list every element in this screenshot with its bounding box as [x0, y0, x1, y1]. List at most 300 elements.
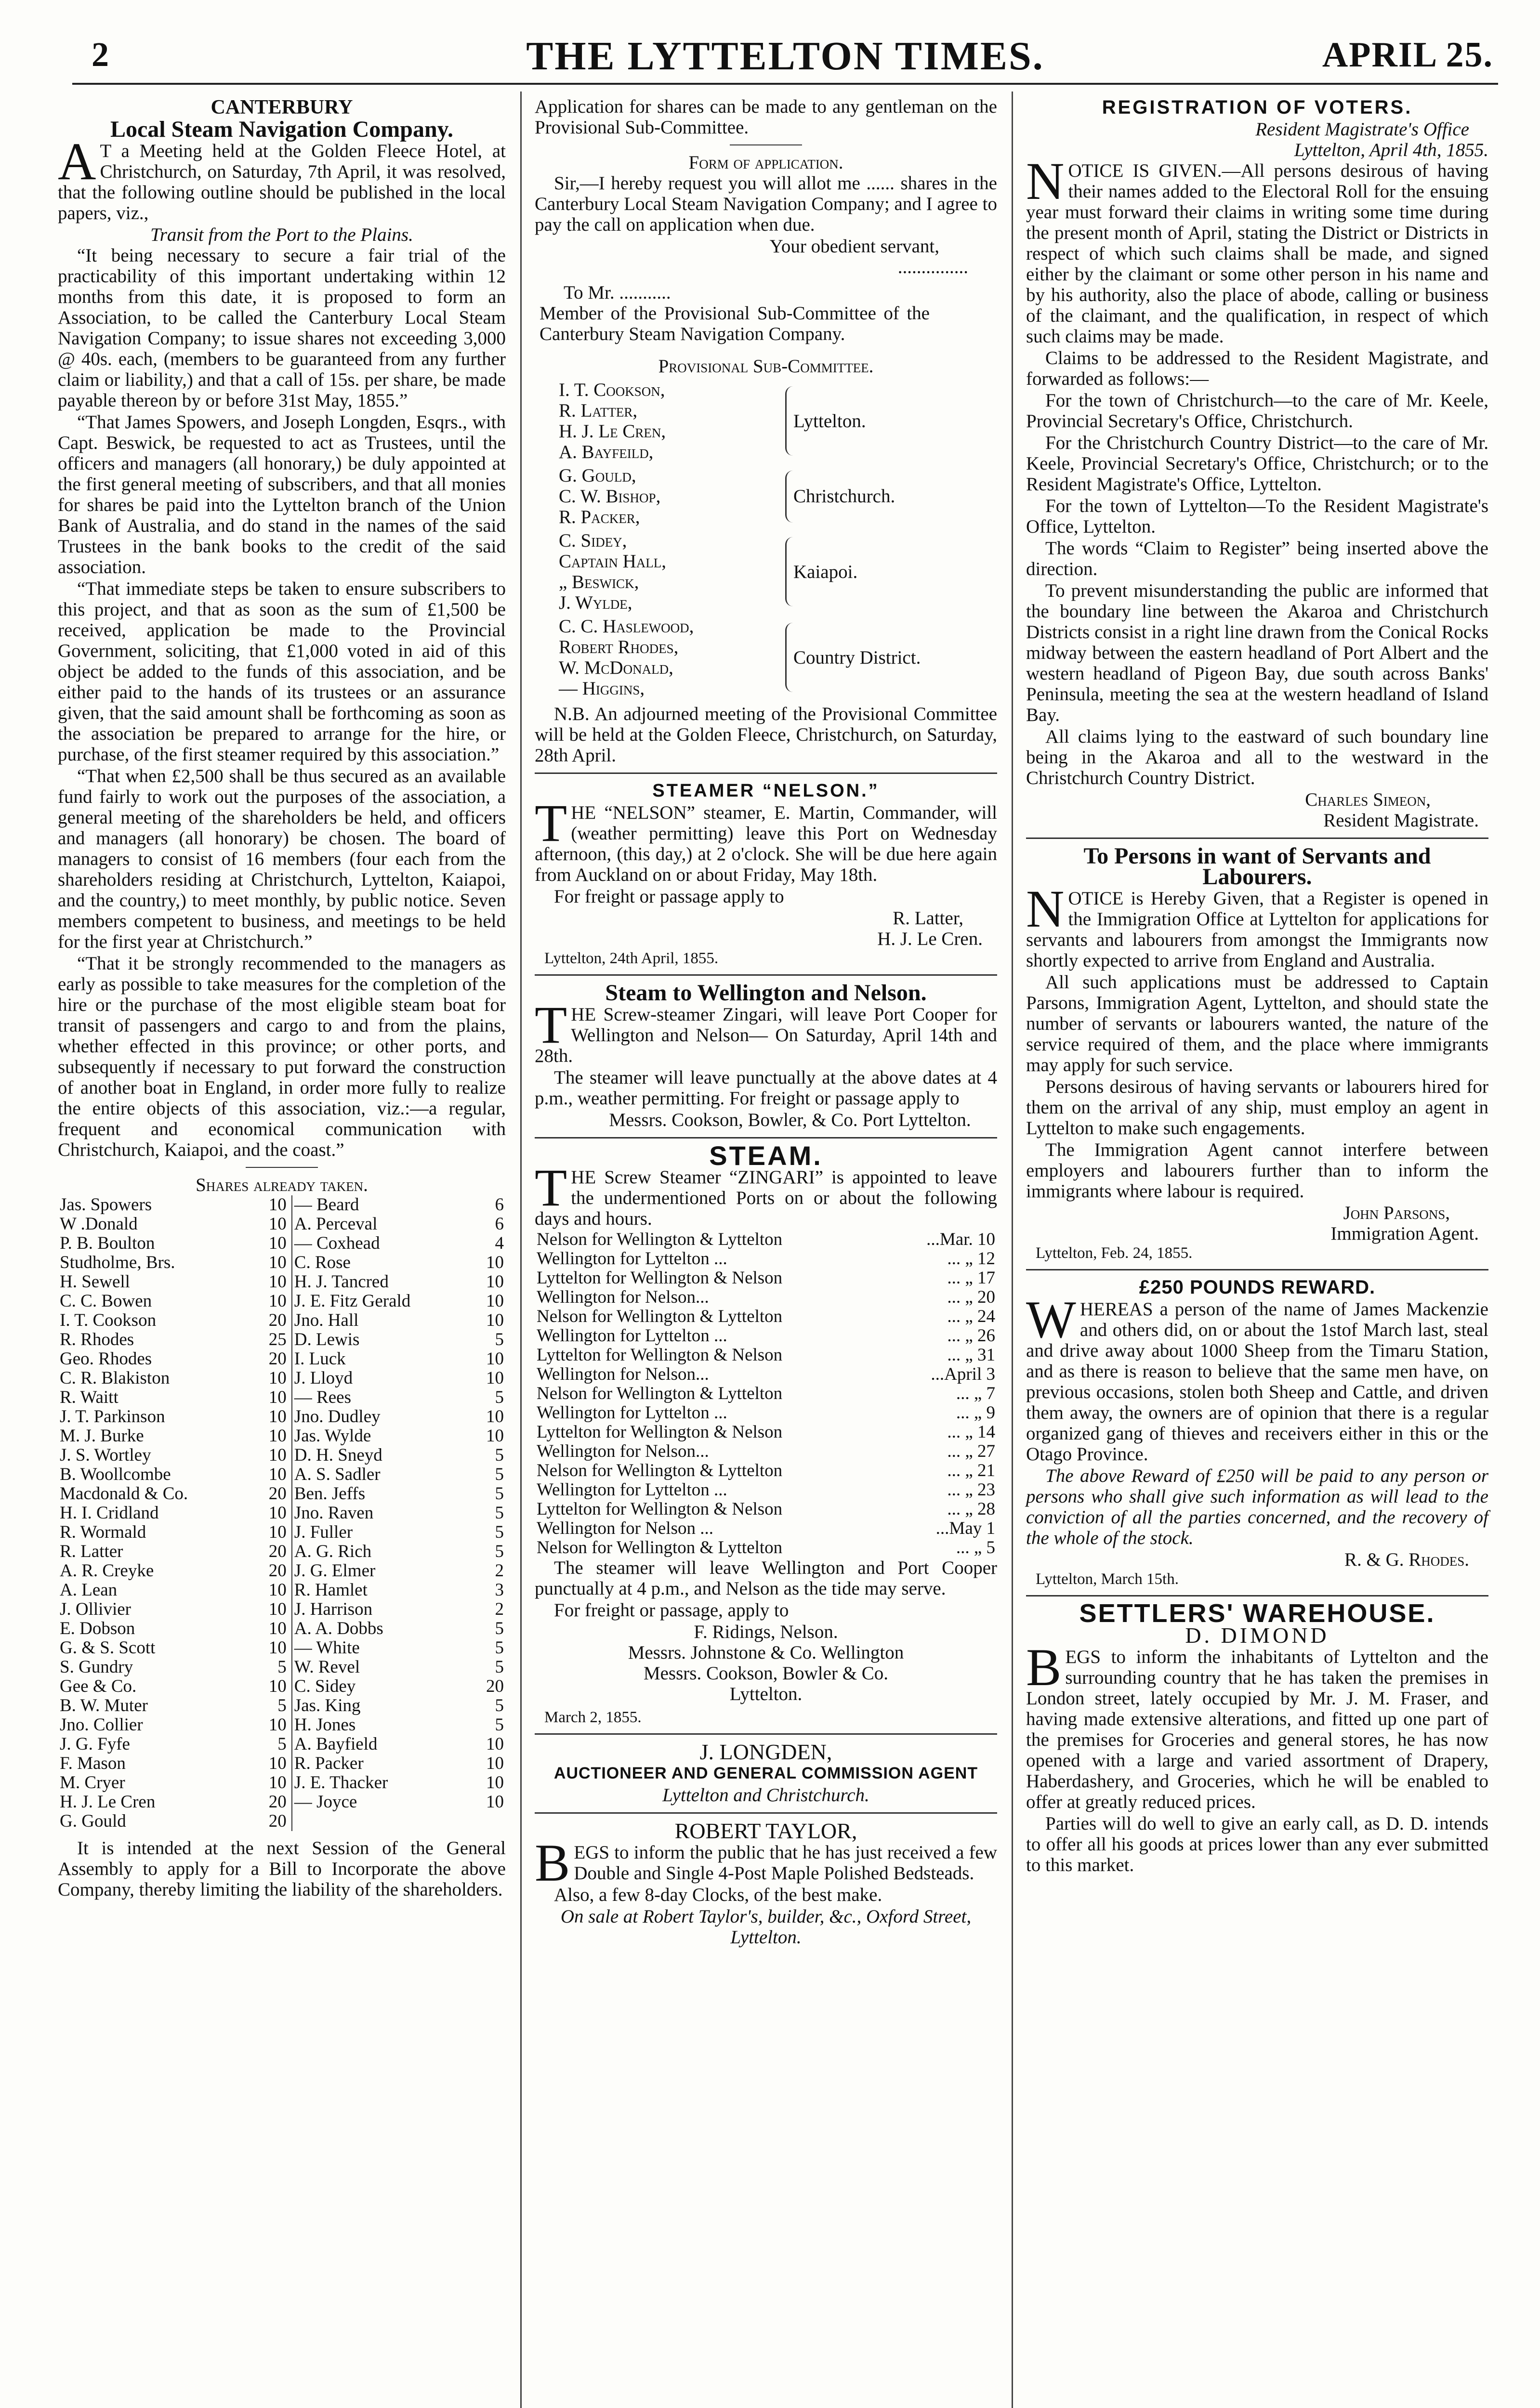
schedule-route: Lyttelton for Wellington & Nelson	[537, 1499, 783, 1519]
committee-place: Kaiapoi.	[785, 537, 857, 606]
form-to: To Mr. ...........	[564, 282, 671, 303]
servants-paragraph: All such applications must be addressed to Captain Parsons, Immigration Agent, Lyttelton, and should state the number of servants or labourers wanted, the nature of the service required of them, and the place where immigrants may apply for such service.	[1026, 972, 1488, 1075]
committee-member: C. W. Bishop,	[559, 486, 661, 507]
form-member: Member of the Provisional Sub-Committee of the Canterbury Steam Navigation Company.	[540, 303, 930, 344]
committee-note: N.B. An adjourned meeting of the Provisional Committee will be held at the Golden Fleece, Christchurch, on Saturday, 28th April.	[535, 704, 997, 766]
shareholder-name: H. J. Tancred	[294, 1272, 389, 1292]
servants-signature-title: Immigration Agent.	[1330, 1223, 1479, 1244]
share-count: 10	[251, 1234, 292, 1253]
registration-body: NOTICE IS GIVEN.—All persons desirous of having their names added to the Electoral Roll for the ensuing year must forward their claims in writing some time during the present month of April, stating the District or Districts in respect of which such claims shall be made, and signed either by the claimant or some other person in his name and by his authority, also the place of abode, calling or business of the claimant, and the qualification, in respect of which such claims may be made.	[1026, 152, 1488, 347]
article-subheading: Local Steam Navigation Company.	[110, 117, 454, 142]
share-count: 10	[251, 1677, 292, 1696]
share-row	[58, 1773, 506, 1793]
share-row	[58, 1330, 506, 1349]
schedule-row	[535, 1384, 997, 1403]
committee-place: Lyttelton.	[785, 386, 866, 456]
schedule-date: ... „ 27	[947, 1441, 995, 1461]
shareholder-name: Jno. Dudley	[294, 1407, 381, 1426]
divider	[535, 772, 997, 774]
share-count: 5	[495, 1542, 504, 1561]
application-note: Application for shares can be made to any gentleman on the Provisional Sub-Committee.	[535, 96, 997, 138]
schedule-route: Lyttelton for Wellington & Nelson	[537, 1345, 783, 1365]
longden-place: Lyttelton and Christchurch.	[662, 1785, 869, 1806]
schedule-route: Wellington for Lyttelton ...	[537, 1326, 727, 1346]
share-count: 10	[486, 1310, 504, 1330]
registration-paragraph: For the Christchurch Country District—to the care of Mr. Keele, Provincial Secretary's Office, Christchurch; or to the Resident Magistrate's Office, Lyttelton.	[1026, 432, 1488, 495]
share-row	[58, 1523, 506, 1542]
share-count: 10	[251, 1215, 292, 1234]
share-count: 5	[495, 1503, 504, 1523]
steam-agent: Lyttelton.	[729, 1684, 803, 1704]
committee-member: H. J. Le Cren,	[559, 421, 666, 442]
committee-member: R. Packer,	[559, 507, 640, 527]
shareholder-name: J. G. Fyfe	[60, 1734, 130, 1754]
share-count: 10	[251, 1715, 292, 1735]
share-row	[58, 1272, 506, 1292]
shareholder-name	[292, 1812, 468, 1831]
shareholder-name: H. Sewell	[60, 1272, 130, 1292]
nelson-body: THE “NELSON” steamer, E. Martin, Commander, will (weather permitting) leave this Port on Wednesday afternoon, (this day,) at 2 o'clock. She will be due here again from Auckland on or about Friday, May 18th.	[535, 794, 997, 885]
share-row	[58, 1793, 506, 1812]
schedule-route: Wellington for Nelson...	[537, 1287, 709, 1307]
share-row	[58, 1542, 506, 1561]
shareholder-name: A. R. Creyke	[60, 1561, 154, 1581]
shareholder-name: J. Ollivier	[60, 1599, 131, 1619]
nelson-agent: H. J. Le Cren.	[877, 929, 983, 949]
shareholder-name: E. Dobson	[60, 1619, 135, 1638]
shareholder-name: Geo. Rhodes	[60, 1349, 152, 1369]
share-count: 10	[251, 1754, 292, 1773]
divider	[246, 1167, 318, 1168]
wellington-body: THE Screw-steamer Zingari, will leave Port Cooper for Wellington and Nelson— On Saturday, April 14th and 28th.	[535, 995, 997, 1066]
share-count: 10	[251, 1581, 292, 1600]
committee-group	[535, 465, 997, 527]
share-row	[58, 1600, 506, 1619]
committee-member: G. Gould,	[559, 465, 636, 486]
column-3	[1026, 96, 1488, 1876]
share-row	[58, 1215, 506, 1234]
shareholder-name: Jno. Raven	[294, 1503, 374, 1523]
shareholder-name: R. Latter	[60, 1542, 123, 1561]
share-row	[58, 1349, 506, 1369]
schedule-row	[535, 1288, 997, 1307]
share-count: 5	[495, 1484, 504, 1504]
shareholder-name: G. & S. Scott	[60, 1638, 156, 1658]
share-count: 10	[251, 1388, 292, 1407]
shareholder-name: D. Lewis	[294, 1330, 360, 1349]
taylor-sale: On sale at Robert Taylor's, builder, &c., Oxford Street, Lyttelton.	[560, 1906, 972, 1948]
share-count: 5	[251, 1658, 292, 1677]
committee-member: Captain Hall,	[559, 551, 666, 572]
form-heading: Form of application.	[688, 152, 843, 173]
shareholder-name: — Coxhead	[294, 1233, 380, 1253]
article-heading: CANTERBURY	[211, 96, 353, 118]
steam-date: March 2, 1855.	[544, 1709, 642, 1726]
shareholder-name: Ben. Jeffs	[294, 1484, 366, 1504]
shareholder-name: W. Revel	[294, 1657, 360, 1677]
steam-agent: F. Ridings, Nelson.	[694, 1622, 838, 1642]
divider	[535, 1137, 997, 1139]
wellington-agent: Messrs. Cookson, Bowler, & Co. Port Lyttelton.	[609, 1110, 971, 1130]
schedule-route: Lyttelton for Wellington & Nelson	[537, 1268, 783, 1288]
schedule-row	[535, 1326, 997, 1346]
share-count: 10	[486, 1773, 504, 1793]
taylor-body-2: Also, a few 8-day Clocks, of the best make.	[554, 1885, 882, 1905]
schedule-row	[535, 1403, 997, 1423]
shareholder-name: P. B. Boulton	[60, 1233, 155, 1253]
servants-body: NOTICE is Hereby Given, that a Register is opened in the Immigration Office at Lyttelton for applications for servants and labourers from amongst the Immigrants now shortly expected to arrive from England and Australia.	[1026, 879, 1488, 971]
warehouse-name: D. DIMOND	[1185, 1623, 1329, 1648]
reward-paragraph: The above Reward of £250 will be paid to any person or persons who shall give such information as will lead to the conviction of all the parties concerned, and the recovery of the whole of the stock.	[1026, 1466, 1488, 1548]
divider	[1026, 1269, 1488, 1270]
schedule-date: ... „ 12	[947, 1249, 995, 1269]
share-row	[58, 1369, 506, 1388]
article-paragraph: “That it be strongly recommended to the managers as early as possible to take measures for the completion of the hire or the purchase of the most eligible steam boat for transit of passengers and cargo to and from the plains, whether effected in this province; or other ports, and subsequently if necessary to put forward the construction of another boat in England, in order more fully to realize the entire objects of this association, viz.:—a regular, frequent and economical communication with Christchurch, Kaiapoi, and the coast.”	[58, 953, 506, 1160]
share-count: 10	[251, 1195, 292, 1215]
steam-note: The steamer will leave Wellington and Port Cooper punctually at 4 p.m., and Nelson as the tide may serve.	[535, 1557, 997, 1599]
issue-date: APRIL 25.	[1322, 35, 1493, 75]
share-row	[58, 1696, 506, 1715]
share-count: 10	[486, 1792, 504, 1812]
shareholder-name: M. Cryer	[60, 1773, 125, 1793]
schedule-date: ... „ 20	[947, 1287, 995, 1307]
shareholder-name: J. Lloyd	[294, 1368, 353, 1388]
divider	[1026, 1595, 1488, 1597]
committee-place: Christchurch.	[785, 471, 895, 523]
servants-heading: To Persons in want of Servants and Labourers.	[1083, 843, 1431, 890]
share-row	[58, 1581, 506, 1600]
share-count: 10	[486, 1291, 504, 1311]
schedule-date: ... „ 23	[947, 1480, 995, 1500]
shareholder-name: A. S. Sadler	[294, 1465, 381, 1484]
share-row	[58, 1446, 506, 1465]
page-number: 2	[92, 35, 109, 74]
schedule-route: Wellington for Nelson ...	[537, 1518, 713, 1538]
registration-heading: REGISTRATION OF VOTERS.	[1102, 97, 1413, 118]
schedule-route: Wellington for Nelson...	[537, 1364, 709, 1384]
share-row	[58, 1504, 506, 1523]
schedule-date: ... „ 28	[947, 1499, 995, 1519]
share-count: 10	[486, 1349, 504, 1369]
schedule-row	[535, 1365, 997, 1384]
schedule-route: Wellington for Lyttelton ...	[537, 1403, 727, 1423]
servants-date: Lyttelton, Feb. 24, 1855.	[1036, 1244, 1193, 1262]
schedule-date: ... „ 26	[947, 1326, 995, 1346]
share-count: 20	[251, 1561, 292, 1581]
warehouse-body: BEGS to inform the inhabitants of Lyttelton and the surrounding country that he has taken the premises in London street, lately occupied by Mr. J. M. Fraser, and having made extensive alterations, and fitted up one part of the premises for Groceries and general stores, he has now opened with a large and varied assortment of Drapery, Haberdashery, and Groceries, which he will be enabled to offer at greatly reduced prices.	[1026, 1638, 1488, 1812]
shareholder-name: D. H. Sneyd	[294, 1445, 382, 1465]
shareholder-name: H. I. Cridland	[60, 1503, 159, 1523]
shareholder-name: A. A. Dobbs	[294, 1619, 383, 1638]
share-count: 10	[251, 1504, 292, 1523]
shareholder-name: C. R. Blakiston	[60, 1368, 170, 1388]
shareholder-name: — Rees	[294, 1387, 351, 1407]
article-paragraph: “That immediate steps be taken to ensure subscribers to this project, and that as soon as the sum of £1,500 be received, application be made to the Provincial Government, soliciting, that £1,000 voted in aid of this object be added to the funds of this association, and be either paid to the hands of its trustees or an assurance given, that the said amount shall be forthcoming as soon as the association be prepared to arrange for the hire, or purchase, of the first steamer required by this association.”	[58, 578, 506, 765]
share-count: 5	[251, 1696, 292, 1715]
schedule-date: ... „ 31	[947, 1345, 995, 1365]
steam-schedule	[535, 1230, 997, 1557]
registration-office: Resident Magistrate's Office	[1255, 119, 1469, 140]
shareholder-name: J. Fuller	[294, 1522, 353, 1542]
shares-table	[58, 1195, 506, 1831]
committee-member: J. Wylde,	[559, 592, 632, 613]
shareholder-name: J. G. Elmer	[294, 1561, 376, 1581]
schedule-row	[535, 1500, 997, 1519]
warehouse-paragraph: Parties will do well to give an early call, as D. D. intends to offer all his goods at prices lower than any ever submitted to this market.	[1026, 1813, 1488, 1875]
steam-body: THE Screw Steamer “ZINGARI” is appointed to leave the undermentioned Ports on or about the following days and hours.	[535, 1158, 997, 1229]
registration-date: Lyttelton, April 4th, 1855.	[1294, 140, 1488, 160]
column-divider	[1012, 92, 1013, 2408]
steam-agent: Messrs. Johnstone & Co. Wellington	[628, 1642, 904, 1663]
shareholder-name: C. Rose	[294, 1253, 351, 1272]
share-count: 10	[251, 1426, 292, 1446]
shareholder-name: J. T. Parkinson	[60, 1407, 165, 1426]
servants-paragraph: Persons desirous of having servants or labourers hired for them on the arrival of any ship, must employ an agent in Lyttelton to make such engagements.	[1026, 1076, 1488, 1139]
share-count: 20	[251, 1542, 292, 1561]
share-count: 6	[495, 1214, 504, 1234]
share-count: 10	[251, 1407, 292, 1426]
schedule-date: ... „ 5	[956, 1538, 995, 1557]
share-count: 5	[495, 1619, 504, 1638]
committee-member: W. McDonald,	[559, 657, 673, 678]
share-count: 5	[495, 1696, 504, 1715]
divider	[535, 1733, 997, 1735]
share-count: 5	[495, 1445, 504, 1465]
committee-list	[535, 380, 997, 699]
shareholder-name: J. E. Thacker	[294, 1773, 388, 1793]
share-count: 5	[495, 1638, 504, 1658]
wellington-body-2: The steamer will leave punctually at the above dates at 4 p.m., weather permitting. For freight or passage apply to	[535, 1067, 997, 1109]
share-count: 20	[486, 1676, 504, 1696]
schedule-route: Wellington for Nelson...	[537, 1441, 709, 1461]
share-count: 5	[251, 1735, 292, 1754]
schedule-route: Nelson for Wellington & Lyttelton	[537, 1230, 783, 1249]
schedule-route: Nelson for Wellington & Lyttelton	[537, 1384, 783, 1403]
shareholder-name: G. Gould	[60, 1811, 126, 1831]
share-row	[58, 1658, 506, 1677]
servants-paragraph: The Immigration Agent cannot interfere between employers and labourers further than to inform the immigrants where labour is required.	[1026, 1139, 1488, 1202]
committee-member: Robert Rhodes,	[559, 637, 679, 657]
registration-paragraph: To prevent misunderstanding the public are informed that the boundary line between the Akaroa and Christchurch Districts consist in a right line drawn from the Conical Rocks midway between the eastern headland of Port Albert and the western headland of Pigeon Bay, due south across Banks' Peninsula, meeting the sea at the western headland of Island Bay.	[1026, 580, 1488, 725]
share-count: 5	[495, 1657, 504, 1677]
taylor-body: BEGS to inform the public that he has just received a few Double and Single 4-Post Maple Polished Bedsteads.	[535, 1833, 997, 1892]
divider	[535, 1812, 997, 1814]
reward-date: Lyttelton, March 15th.	[1036, 1570, 1179, 1588]
committee-place: Country District.	[785, 623, 921, 692]
closing-note: It is intended at the next Session of the General Assembly to apply for a Bill to Incorporate the above Company, thereby limiting the liability of the shareholders.	[58, 1838, 506, 1900]
committee-member: A. Bayfeild,	[559, 442, 654, 462]
share-count: 10	[251, 1253, 292, 1272]
schedule-route: Nelson for Wellington & Lyttelton	[537, 1538, 783, 1557]
schedule-date: ... „ 17	[947, 1268, 995, 1288]
share-row	[58, 1234, 506, 1253]
schedule-row	[535, 1423, 997, 1442]
registration-paragraph: Claims to be addressed to the Resident Magistrate, and forwarded as follows:—	[1026, 348, 1488, 389]
share-count: 10	[251, 1619, 292, 1638]
share-row	[58, 1465, 506, 1484]
registration-paragraph: The words “Claim to Register” being inserted above the direction.	[1026, 538, 1488, 579]
share-row	[58, 1638, 506, 1658]
committee-member: C. C. Haslewood,	[559, 616, 694, 637]
shareholder-name: A. G. Rich	[294, 1542, 372, 1561]
committee-member: R. Latter,	[559, 400, 638, 421]
share-count: 10	[251, 1446, 292, 1465]
share-count: 20	[251, 1349, 292, 1369]
share-count: 25	[251, 1330, 292, 1349]
shareholder-name: M. J. Burke	[60, 1426, 144, 1446]
share-count: 10	[486, 1734, 504, 1754]
shareholder-name: — Joyce	[294, 1792, 357, 1812]
shareholder-name: R. Rhodes	[60, 1330, 134, 1349]
nelson-date: Lyttelton, 24th April, 1855.	[544, 950, 719, 967]
schedule-date: ...Mar. 10	[926, 1230, 995, 1249]
shareholder-name: — White	[294, 1638, 360, 1658]
steam-freight: For freight or passage, apply to	[554, 1600, 789, 1621]
share-count: 20	[251, 1793, 292, 1812]
share-count: 20	[251, 1311, 292, 1330]
shareholder-name: B. W. Muter	[60, 1696, 148, 1715]
share-row	[58, 1484, 506, 1504]
schedule-row	[535, 1538, 997, 1557]
schedule-date: ... „ 24	[947, 1307, 995, 1326]
share-count: 10	[251, 1600, 292, 1619]
registration-paragraph: All claims lying to the eastward of such boundary line being in the Akaroa and all to the westward in the Christchurch Country District.	[1026, 726, 1488, 788]
share-count: 10	[251, 1272, 292, 1292]
shares-heading: Shares already taken.	[196, 1175, 368, 1195]
shareholder-name: A. Bayfield	[294, 1734, 378, 1754]
share-count: 5	[495, 1465, 504, 1484]
schedule-row	[535, 1249, 997, 1269]
share-row	[58, 1677, 506, 1696]
article-paragraph: “It being necessary to secure a fair trial of the practicability of this important undertaking within 12 months from this date, it is proposed to form an Association, to be called the Canterbury Local Steam Navigation Company; to issue shares not exceeding 3,000 @ 40s. each, (members to be guaranteed from any further claim or liability,) and that a call of 15s. per share, be made payable thereon by or before 31st May, 1855.”	[58, 245, 506, 411]
share-count: 10	[251, 1465, 292, 1484]
nelson-heading: STEAMER “NELSON.”	[652, 781, 880, 801]
share-row	[58, 1195, 506, 1215]
share-row	[58, 1426, 506, 1446]
committee-group	[535, 380, 997, 462]
shareholder-name: Jno. Collier	[60, 1715, 143, 1735]
committee-member: I. T. Cookson,	[559, 380, 665, 400]
schedule-row	[535, 1442, 997, 1461]
shareholder-name: — Beard	[294, 1195, 359, 1215]
registration-signature-title: Resident Magistrate.	[1323, 810, 1479, 831]
share-count: 5	[495, 1522, 504, 1542]
schedule-route: Wellington for Lyttelton ...	[537, 1249, 727, 1269]
schedule-date: ...May 1	[935, 1518, 995, 1538]
article-intro: AT a Meeting held at the Golden Fleece Hotel, at Christchurch, on Saturday, 7th April, it was resolved, that the following outline should be published in the local papers, viz.,	[58, 132, 506, 223]
share-count: 10	[251, 1523, 292, 1542]
share-count: 10	[486, 1754, 504, 1773]
share-count: 20	[251, 1484, 292, 1504]
shareholder-name: J. E. Fitz Gerald	[294, 1291, 411, 1311]
reward-heading: £250 POUNDS REWARD.	[1139, 1277, 1376, 1298]
column-1	[58, 96, 506, 1901]
nelson-agent: R. Latter,	[893, 908, 963, 929]
shareholder-name: Studholme, Brs.	[60, 1253, 175, 1272]
form-dots: ...............	[897, 257, 968, 277]
schedule-row	[535, 1230, 997, 1249]
column-divider	[520, 92, 522, 2408]
shareholder-name: I. Luck	[294, 1349, 346, 1369]
schedule-row	[535, 1461, 997, 1480]
nelson-freight: For freight or passage apply to	[554, 886, 784, 907]
schedule-date: ... „ 14	[947, 1422, 995, 1442]
shareholder-name: Jas. King	[294, 1696, 361, 1715]
shareholder-name: H. J. Le Cren	[60, 1792, 156, 1812]
servants-signature: John Parsons,	[1343, 1203, 1450, 1223]
steam-agent: Messrs. Cookson, Bowler & Co.	[643, 1663, 889, 1684]
share-row	[58, 1253, 506, 1272]
share-count: 5	[495, 1387, 504, 1407]
wellington-heading: Steam to Wellington and Nelson.	[605, 980, 927, 1006]
share-count: 3	[495, 1580, 504, 1600]
steam-agents	[535, 1622, 997, 1704]
share-count: 10	[486, 1368, 504, 1388]
share-row	[58, 1292, 506, 1311]
shareholder-name: C. C. Bowen	[60, 1291, 152, 1311]
divider	[1026, 838, 1488, 839]
shareholder-name: W .Donald	[60, 1214, 138, 1234]
reward-signature: R. & G. Rhodes.	[1344, 1549, 1469, 1570]
shareholder-name: S. Gundry	[60, 1657, 133, 1677]
share-row	[58, 1754, 506, 1773]
form-body: Sir,—I hereby request you will allot me ...... shares in the Canterbury Local Steam Navigation Company; and I agree to pay the call on application when due.	[535, 173, 997, 235]
share-row	[58, 1715, 506, 1735]
shareholder-name: F. Mason	[60, 1754, 126, 1773]
registration-paragraph: For the town of Christchurch—to the care of Mr. Keele, Provincial Secretary's Office, Christchurch.	[1026, 390, 1488, 432]
divider	[730, 144, 802, 145]
share-row	[58, 1388, 506, 1407]
newspaper-title: THE LYTTELTON TIMES.	[526, 34, 1044, 79]
share-count: 10	[486, 1253, 504, 1272]
share-row	[58, 1619, 506, 1638]
schedule-date: ... „ 21	[947, 1461, 995, 1480]
article-paragraph: “That James Spowers, and Joseph Longden, Esqrs., with Capt. Beswick, be requested to act as Trustees, until the officers and managers (all honorary,) be duly appointed at the first general meeting of subscribers, and that all monies for shares be paid into the Lyttelton branch of the Union Bank of Australia, and do stand in the names of the said Trustees in the bank books to the credit of the said association.	[58, 412, 506, 577]
taylor-name: ROBERT TAYLOR,	[674, 1819, 857, 1843]
schedule-route: Nelson for Wellington & Lyttelton	[537, 1307, 783, 1326]
share-count	[468, 1812, 506, 1831]
shareholder-name: R. Waitt	[60, 1387, 118, 1407]
share-count: 5	[495, 1330, 504, 1349]
schedule-row	[535, 1346, 997, 1365]
shareholder-name: A. Perceval	[294, 1214, 378, 1234]
steam-heading: STEAM.	[709, 1140, 823, 1171]
article-section-title: Transit from the Port to the Plains.	[150, 224, 413, 245]
warehouse-heading: SETTLERS' WAREHOUSE.	[1079, 1599, 1435, 1628]
shareholder-name: A. Lean	[60, 1580, 118, 1600]
shareholder-name: R. Packer	[294, 1754, 364, 1773]
shareholder-name: B. Woollcombe	[60, 1465, 171, 1484]
shareholder-name: R. Wormald	[60, 1522, 146, 1542]
share-count: 10	[486, 1272, 504, 1292]
share-count: 2	[495, 1561, 504, 1581]
divider	[535, 974, 997, 976]
share-count: 10	[251, 1369, 292, 1388]
schedule-route: Nelson for Wellington & Lyttelton	[537, 1461, 783, 1480]
committee-member: „ Beswick,	[559, 572, 639, 592]
share-row	[58, 1311, 506, 1330]
share-count: 10	[486, 1426, 504, 1446]
share-count: 5	[495, 1715, 504, 1735]
committee-group	[535, 530, 997, 613]
share-count: 10	[251, 1773, 292, 1793]
schedule-route: Lyttelton for Wellington & Nelson	[537, 1422, 783, 1442]
schedule-date: ... „ 9	[956, 1403, 995, 1423]
registration-paragraph: For the town of Lyttelton—To the Resident Magistrate's Office, Lyttelton.	[1026, 496, 1488, 537]
schedule-route: Wellington for Lyttelton ...	[537, 1480, 727, 1500]
share-count: 10	[251, 1638, 292, 1658]
share-count: 10	[486, 1407, 504, 1426]
